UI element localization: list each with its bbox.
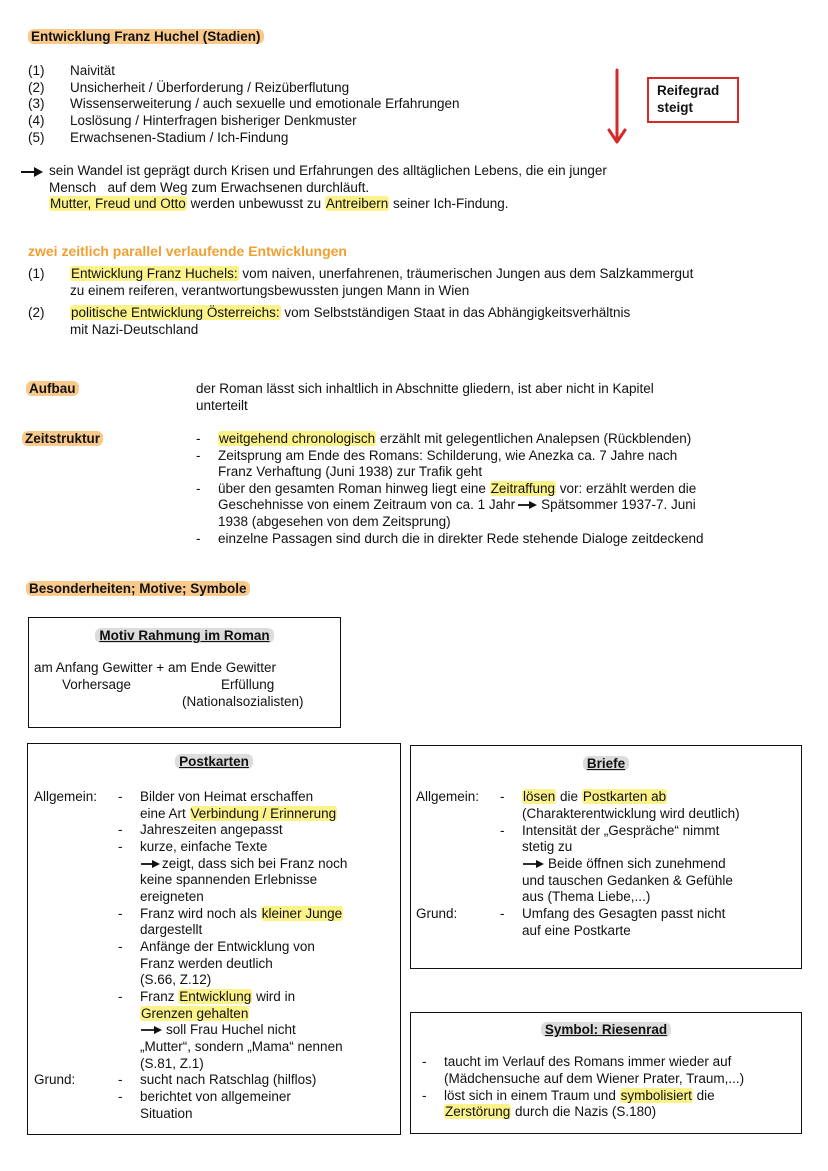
list-item: berichtet von allgemeiner (140, 1089, 291, 1104)
list-item: - über den gesamten Roman hinweg liegt eine Zeitraffung vor: erzählt werden die (196, 481, 697, 496)
list-item-continuation: zu einem reiferen, verantwortungsbewussten jungen Mann in Wien (70, 283, 470, 298)
dash: - (118, 1072, 123, 1087)
grund-label: Grund: (34, 1072, 76, 1087)
riesenrad-title: Symbol: Riesenrad (411, 1022, 801, 1039)
list-item-continuation: Franz werden deutlich (140, 956, 273, 971)
list-item-continuation: (S.66, Z.12) (140, 972, 212, 987)
motiv-vorhersage: Vorhersage (62, 677, 132, 692)
list-item-continuation: dargestellt (140, 922, 203, 937)
dash: - (118, 989, 123, 1004)
dash: - (118, 939, 123, 954)
list-item-continuation: Grenzen gehalten (141, 1006, 249, 1021)
dash: - (422, 1054, 427, 1069)
list-item-continuation: Geschehnisse von einem Zeitraum von ca. 1 Jahr Spätsommer 1937-7. Juni (218, 497, 696, 512)
list-item: (4) Loslösung / Hinterfragen bisheriger Denkmuster (28, 113, 357, 128)
list-item: (1) Naivität (28, 63, 116, 78)
postkarten-title: Postkarten (28, 754, 400, 771)
list-item: taucht im Verlauf des Romans immer wieder auf (444, 1054, 732, 1069)
zeitstruktur-label: Zeitstruktur (22, 431, 103, 448)
aufbau-text: der Roman lässt sich inhaltlich in Abschnitte gliedern, ist aber nicht in Kapitel (196, 381, 654, 396)
list-item-continuation: Franz Verhaftung (Juni 1938) zur Trafik geht (218, 464, 483, 479)
list-item-continuation: aus (Thema Liebe,...) (522, 889, 651, 904)
allgemein-label: Allgemein: (416, 789, 480, 804)
list-item-continuation: mit Nazi-Deutschland (70, 322, 199, 337)
dash: - (118, 839, 123, 854)
list-item-continuation: und tauschen Gedanken & Gefühle (522, 873, 733, 888)
wandel-line-1: sein Wandel ist geprägt durch Krisen und Erfahrungen des alltäglichen Lebens, die ein junger (49, 163, 607, 178)
list-item: Jahreszeiten angepasst (140, 822, 283, 837)
motiv-ns: (Nationalsozialisten) (182, 694, 304, 709)
list-item-continuation: ereigneten (140, 889, 204, 904)
list-item: Anfänge der Entwicklung von (140, 939, 315, 954)
briefe-title: Briefe (411, 756, 801, 773)
list-item: Bilder von Heimat erschaffen (140, 789, 314, 804)
postkarten-box (27, 743, 401, 1135)
aufbau-label: Aufbau (26, 381, 79, 398)
list-item-continuation: zeigt, dass sich bei Franz noch (140, 856, 347, 873)
dash: - (118, 789, 123, 804)
briefe-box (410, 745, 802, 969)
list-item: - Zeitsprung am Ende des Romans: Schilderung, wie Anezka ca. 7 Jahre nach (196, 448, 678, 463)
grund-label: Grund: (416, 906, 458, 921)
list-item-continuation: (Charakterentwicklung wird deutlich) (522, 806, 740, 821)
red-down-arrow-icon (606, 68, 628, 148)
list-item: kurze, einfache Texte (140, 839, 268, 854)
list-item: Franz Entwicklung wird in (140, 989, 296, 1004)
dash: - (118, 822, 123, 837)
list-item-continuation: „Mutter“, sondern „Mama“ nennen (140, 1039, 343, 1054)
list-item: (5) Erwachsenen-Stadium / Ich-Findung (28, 130, 289, 145)
list-item-continuation: soll Frau Huchel nicht (140, 1022, 296, 1039)
list-item-continuation: Zerstörung durch die Nazis (S.180) (445, 1104, 657, 1119)
dash: - (500, 789, 505, 804)
list-item: (1) Entwicklung Franz Huchels: vom naiven, unerfahrenen, träumerischen Jungen aus dem Salzkammergut (28, 266, 694, 281)
list-item-continuation: (S.81, Z.1) (140, 1056, 204, 1071)
list-item: löst sich in einem Traum und symbolisiert die (444, 1088, 715, 1103)
dash: - (500, 906, 505, 921)
besonderheiten-heading: Besonderheiten; Motive; Symbole (26, 581, 250, 598)
arrow-right-icon (140, 1024, 166, 1036)
list-item: - einzelne Passagen sind durch die in direkter Rede stehende Dialoge zeitdeckend (196, 531, 704, 546)
reifegrad-box: Reifegrad steigt (647, 77, 739, 123)
motiv-erfuellung: Erfüllung (221, 677, 275, 692)
list-item: (2) Unsicherheit / Überforderung / Reizüberflutung (28, 80, 350, 95)
parallel-heading: zwei zeitlich parallel verlaufende Entwicklungen (28, 243, 347, 259)
motiv-line: am Anfang Gewitter + am Ende Gewitter (34, 660, 276, 675)
aufbau-text: unterteilt (196, 398, 248, 413)
list-item: sucht nach Ratschlag (hilflos) (140, 1072, 317, 1087)
list-item-continuation: eine Art Verbindung / Erinnerung (140, 806, 337, 821)
wandel-line-2: Mensch auf dem Weg zum Erwachsenen durchläuft. (49, 180, 370, 195)
arrow-right-icon (517, 499, 539, 511)
list-item-continuation: 1938 (abgesehen von dem Zeitsprung) (218, 514, 451, 529)
list-item: lösen die Postkarten ab (523, 789, 667, 804)
arrow-right-icon (20, 165, 44, 179)
list-item-continuation: stetig zu (522, 839, 573, 854)
list-item-continuation: Situation (140, 1106, 193, 1121)
allgemein-label: Allgemein: (34, 789, 98, 804)
dash: - (118, 906, 123, 921)
riesenrad-box (410, 1012, 802, 1134)
dash: - (118, 1089, 123, 1104)
list-item-continuation: keine spannenden Erlebnisse (140, 872, 318, 887)
wandel-line-3: Mutter, Freud und Otto werden unbewusst zu Antreibern seiner Ich-Findung. (50, 196, 509, 211)
motiv-box (28, 617, 341, 728)
list-item: (3) Wissenserweiterung / auch sexuelle und emotionale Erfahrungen (28, 96, 460, 111)
dash: - (500, 823, 505, 838)
page-title: Entwicklung Franz Huchel (Stadien) (28, 29, 264, 46)
list-item-continuation: (Mädchensuche auf dem Wiener Prater, Traum,...) (444, 1071, 745, 1086)
list-item: Intensität der „Gespräche“ nimmt (522, 823, 720, 838)
arrow-right-icon (522, 858, 548, 870)
list-item-continuation: Beide öffnen sich zunehmend (522, 856, 726, 873)
list-item: Umfang des Gesagten passt nicht (522, 906, 726, 921)
dash: - (422, 1088, 427, 1103)
list-item: Franz wird noch als kleiner Junge (140, 906, 343, 921)
list-item: (2) politische Entwicklung Österreichs: vom Selbstständigen Staat in das Abhängigkeitsverhältnis (28, 305, 631, 320)
arrow-right-icon (140, 858, 162, 870)
list-item: - weitgehend chronologisch erzählt mit gelegentlichen Analepsen (Rückblenden) (196, 431, 692, 446)
motiv-title: Motiv Rahmung im Roman (29, 628, 340, 645)
list-item-continuation: auf eine Postkarte (522, 923, 631, 938)
